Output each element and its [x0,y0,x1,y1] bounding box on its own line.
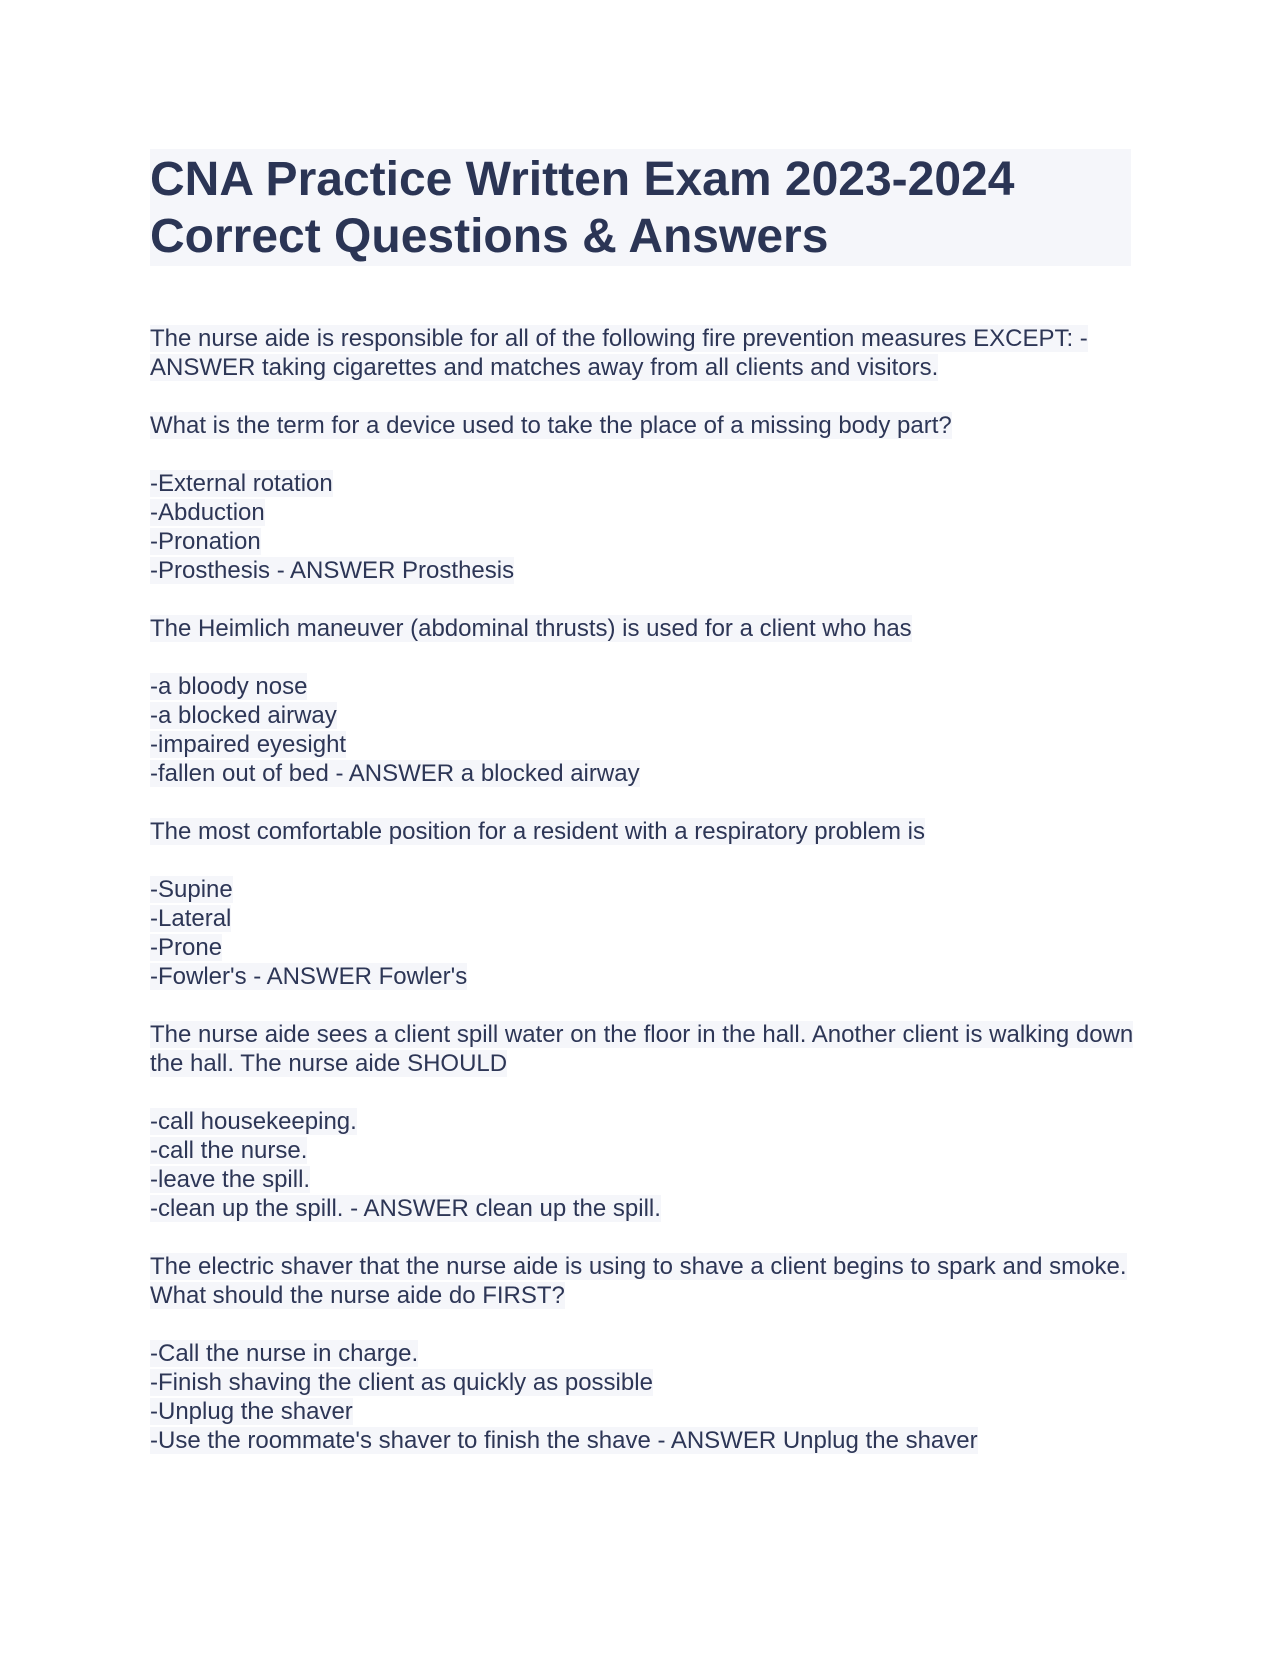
option-text: -Unplug the shaver [150,1398,353,1425]
question-block [150,817,1140,991]
option-list [150,469,1140,585]
option-text: -Prone [150,934,223,961]
option-item [150,1368,1140,1397]
document-content [150,324,1140,1484]
option-text: -Supine [150,876,233,903]
option-list [150,875,1140,991]
option-item [150,527,1140,556]
title-box [150,149,1131,266]
option-item [150,1426,1140,1455]
option-text: -External rotation [150,470,333,497]
option-item [150,1397,1140,1426]
option-list [150,672,1140,788]
option-text: -a blocked airway [150,702,337,729]
option-text: -Abduction [150,499,265,526]
option-item [150,1194,1140,1223]
option-item [150,701,1140,730]
option-text: -clean up the spill. - ANSWER clean up the spill. [150,1195,661,1222]
question-text [150,411,1140,440]
option-text: -Pronation [150,528,261,555]
option-text: -fallen out of bed - ANSWER a blocked airway [150,760,640,787]
option-item [150,933,1140,962]
option-text: -Call the nurse in charge. [150,1340,419,1367]
question-text-span: The most comfortable position for a resident with a respiratory problem is [150,818,925,845]
option-text: -Use the roommate's shaver to finish the shave - ANSWER Unplug the shaver [150,1427,978,1454]
question-block [150,1252,1140,1455]
question-text [150,1020,1140,1078]
question-text-span: The Heimlich maneuver (abdominal thrusts) is used for a client who has [150,615,912,642]
option-item [150,875,1140,904]
option-item [150,1107,1140,1136]
option-item [150,1136,1140,1165]
question-block [150,411,1140,585]
question-block [150,324,1140,382]
question-text [150,817,1140,846]
option-text: -impaired eyesight [150,731,347,758]
option-item [150,672,1140,701]
option-list [150,1339,1140,1455]
option-text: -Prosthesis - ANSWER Prosthesis [150,557,515,584]
option-item [150,1339,1140,1368]
option-item [150,904,1140,933]
option-text: -Finish shaving the client as quickly as possible [150,1369,653,1396]
question-text [150,614,1140,643]
option-item [150,498,1140,527]
option-text: -leave the spill. [150,1166,311,1193]
option-text: -Lateral [150,905,232,932]
question-text [150,1252,1140,1310]
question-text-span: The electric shaver that the nurse aide is using to shave a client begins to spark and smoke. What should the nurse aide do FIRST? [150,1253,1127,1309]
option-item [150,1165,1140,1194]
document-title: CNA Practice Written Exam 2023-2024 Correct Questions & Answers [150,153,1015,263]
question-text-span: The nurse aide is responsible for all of the following fire prevention measures EXCEPT: - ANSWER taking cigarettes and matches away from all clients and visitors. [150,325,1088,381]
option-item [150,962,1140,991]
option-list [150,1107,1140,1223]
option-item [150,469,1140,498]
option-text: -a bloody nose [150,673,308,700]
option-text: -Fowler's - ANSWER Fowler's [150,963,468,990]
question-block [150,1020,1140,1223]
question-text [150,324,1140,382]
option-item [150,730,1140,759]
question-text-span: What is the term for a device used to take the place of a missing body part? [150,412,952,439]
question-text-span: The nurse aide sees a client spill water on the floor in the hall. Another client is walking down the hall. The nurse aide SHOULD [150,1021,1134,1077]
question-block [150,614,1140,788]
option-text: -call housekeeping. [150,1108,357,1135]
option-text: -call the nurse. [150,1137,308,1164]
option-item [150,759,1140,788]
option-item [150,556,1140,585]
